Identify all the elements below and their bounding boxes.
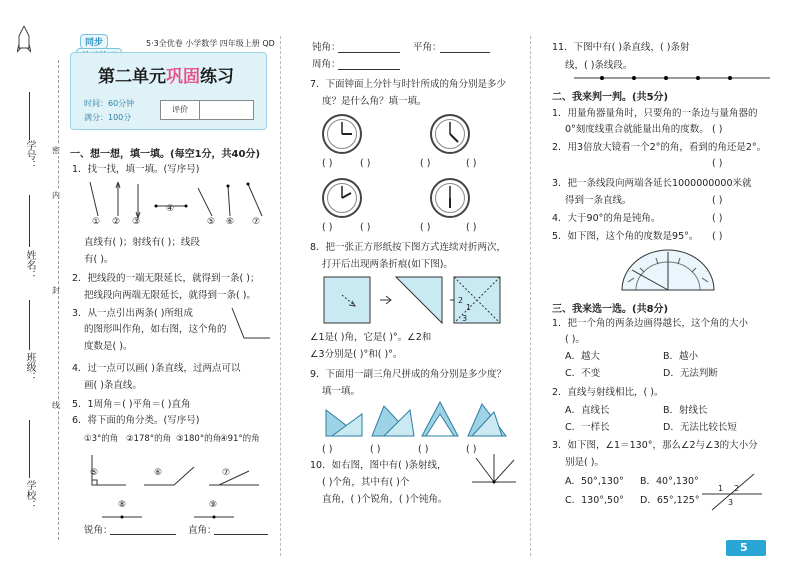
q3-angle-label: 2 xyxy=(734,484,740,493)
label-xuehao: 学号： xyxy=(24,140,35,170)
q9-answer[interactable]: ( ) xyxy=(418,444,429,455)
question-10a[interactable]: 10．如右图，图中有( )条射线， xyxy=(310,460,447,471)
question-8c[interactable]: ∠1是( )角，它是( )°。∠2和 xyxy=(310,332,432,343)
seal-char: 内 xyxy=(52,191,60,200)
choice-1-option-d[interactable]: D．无法判断 xyxy=(663,368,718,379)
clock-4-answer[interactable]: ( ) xyxy=(420,222,431,233)
q1-answer[interactable]: 直线有( )；射线有( )；线段 xyxy=(84,237,200,248)
judge-3b: 得到一条直线。 xyxy=(565,195,632,206)
section-3-heading: 三、我来选一选。(共8分) xyxy=(552,304,669,315)
choice-1-option-c[interactable]: C．不变 xyxy=(565,368,601,379)
q1-label: ⑥ xyxy=(226,217,235,227)
choice-3b[interactable]: 别是( )。 xyxy=(565,457,604,468)
eval-box[interactable] xyxy=(160,100,254,120)
question-3b: 的图形叫作角，如右图，这个角的 xyxy=(84,324,227,335)
question-9b: 填一填。 xyxy=(322,386,361,397)
label-xuexiao: 学校： xyxy=(24,480,35,510)
score-label: 满分：100分 xyxy=(84,113,132,122)
section-1-heading: 一、想一想，填一填。(每空1分，共40分) xyxy=(70,149,261,160)
q1-figures xyxy=(78,182,268,224)
time-label: 时间：60分钟 xyxy=(84,99,135,108)
q6-obtuse[interactable]: 钝角： xyxy=(312,42,341,53)
q9-answer[interactable]: ( ) xyxy=(370,444,381,455)
q1-label: ③ xyxy=(132,217,141,227)
judge-3a: 3．把一条线段向两端各延长1000000000米就 xyxy=(552,178,752,189)
judge-2: 2．用3倍放大镜看一个2°的角，看到的角还是2°。 xyxy=(552,142,767,153)
field-xuehao[interactable] xyxy=(29,92,30,140)
q6-right-blank[interactable] xyxy=(214,534,268,535)
question-6: 6．将下面的角分类。(写序号) xyxy=(72,415,200,426)
choice-2-option-a[interactable]: A．直线长 xyxy=(565,405,610,416)
question-11a[interactable]: 11．下图中有( )条直线，( )条射 xyxy=(552,42,690,53)
choice-1a: 1．把一个角的两条边画得越长，这个角的大小 xyxy=(552,318,749,329)
seal-char: 密 xyxy=(52,146,60,155)
choice-3-option-c[interactable]: C．130°,50° xyxy=(565,495,624,506)
question-3a[interactable]: 3．从一点引出两条( )所组成 xyxy=(72,308,193,319)
question-3c[interactable]: 度数是( )。 xyxy=(84,341,133,352)
q3-angle-label: 3 xyxy=(728,498,734,507)
q6-straight[interactable]: 平角： xyxy=(413,42,442,53)
clock-1-answer-b[interactable]: ( ) xyxy=(360,158,371,169)
judge-5-answer[interactable]: ( ) xyxy=(712,231,723,242)
clock-2-icon xyxy=(430,114,470,154)
q6-label: ⑧ xyxy=(118,500,127,510)
obtuse-blank[interactable] xyxy=(338,52,400,53)
q10-rays-figure xyxy=(470,452,520,492)
choice-1-option-b[interactable]: B．越小 xyxy=(663,351,699,362)
judge-1a: 1．用量角器量角时，只要角的一条边与量角器的 xyxy=(552,108,758,119)
question-1: 1．找一找，填一填。(写序号) xyxy=(72,164,200,175)
clock-2-answer[interactable]: ( ) xyxy=(420,158,431,169)
q8-angle-label: 3 xyxy=(462,314,468,323)
field-banji[interactable] xyxy=(29,300,30,350)
q6-answer-right[interactable]: 直角： xyxy=(188,525,217,536)
choice-2-option-d[interactable]: D．无法比较长短 xyxy=(663,422,737,433)
question-9: 9．下面用一副三角尺拼成的角分别是多少度？ xyxy=(310,369,507,380)
question-8d[interactable]: ∠3分别是( )°和( )°。 xyxy=(310,349,403,360)
q8-angle-label: 1 xyxy=(466,303,472,312)
q6-item: ④91°的角 xyxy=(220,434,260,444)
q1-answer-2[interactable]: 有( )。 xyxy=(84,254,114,265)
judge-3-answer[interactable]: ( ) xyxy=(712,195,723,206)
eval-label: 评价 xyxy=(161,101,200,119)
question-10c[interactable]: 直角，( )个锐角，( )个钝角。 xyxy=(322,494,448,505)
q9-triangle-rulers xyxy=(322,400,508,440)
binding-dashed-line xyxy=(58,60,59,540)
q9-answer[interactable]: ( ) xyxy=(466,444,477,455)
q3-angle-figure xyxy=(228,306,273,342)
round-blank[interactable] xyxy=(338,69,400,70)
question-2a[interactable]: 2．把线段的一端无限延长，就得到一条( )； xyxy=(72,273,260,284)
title-part-b: 巩固 xyxy=(166,67,200,87)
clock-4-answer-b[interactable]: ( ) xyxy=(466,222,477,233)
question-4a[interactable]: 4．过一点可以画( )条直线，过两点可以 xyxy=(72,363,241,374)
clock-3-answer[interactable]: ( ) xyxy=(322,222,333,233)
judge-1b: 0°刻度线重合就能量出角的度数。 xyxy=(565,124,709,135)
question-10b[interactable]: ( )个角，其中有( )个 xyxy=(322,477,410,488)
clock-1-answer[interactable]: ( ) xyxy=(322,158,333,169)
choice-1b[interactable]: ( )。 xyxy=(565,334,585,345)
judge-2-answer[interactable]: ( ) xyxy=(712,158,723,169)
judge-4-answer[interactable]: ( ) xyxy=(712,213,723,224)
question-8a: 8．把一张正方形纸按下图方式连续对折两次， xyxy=(310,242,507,253)
question-8b: 打开后出现两条折痕(如下图)。 xyxy=(322,259,453,270)
label-xingming: 姓名： xyxy=(24,250,35,280)
seal-char: 线 xyxy=(52,401,60,410)
q3-angle-label: 1 xyxy=(718,484,724,493)
column-divider xyxy=(530,36,531,556)
section-2-heading: 二、我来判一判。(共5分) xyxy=(552,92,669,103)
q9-answer[interactable]: ( ) xyxy=(322,444,333,455)
q8-folding-figure xyxy=(322,275,502,327)
title-part-a: 第二单元 xyxy=(98,67,166,87)
page-title xyxy=(98,62,234,87)
question-5[interactable]: 5．1周角＝( )平角＝( )直角 xyxy=(72,399,191,410)
straight-blank[interactable] xyxy=(440,52,490,53)
clock-1-icon xyxy=(322,114,362,154)
label-banji: 班级： xyxy=(24,352,35,382)
q1-label: ⑤ xyxy=(207,217,216,227)
judge-5: 5．如下图，这个角的度数是95°。 xyxy=(552,231,699,242)
q6-acute-blank[interactable] xyxy=(110,534,176,535)
column-divider xyxy=(280,36,281,556)
q6-item: ②178°的角 xyxy=(126,434,172,444)
q1-label: ② xyxy=(112,217,121,227)
choice-2[interactable]: 2．直线与射线相比，( )。 xyxy=(552,387,664,398)
judge-1-answer[interactable]: ( ) xyxy=(712,124,723,135)
protractor-figure xyxy=(620,248,716,292)
choice-2-option-b[interactable]: B．射线长 xyxy=(663,405,708,416)
q6-label: ⑥ xyxy=(154,468,163,478)
badge-line1: 同步 xyxy=(80,34,108,49)
q6-label: ⑦ xyxy=(222,468,231,478)
q1-label: ⑦ xyxy=(252,217,261,227)
seal-char: 封 xyxy=(52,286,60,295)
clock-4-icon xyxy=(430,178,470,218)
q6-item: ③180°的角 xyxy=(176,434,222,444)
question-7a: 7．下面钟面上分针与时针所成的角分别是多少 xyxy=(310,79,507,90)
q6-label: ⑨ xyxy=(209,500,218,510)
choice-2-option-c[interactable]: C．一样长 xyxy=(565,422,610,433)
q1-label: ④ xyxy=(166,204,175,214)
series-label: 5·3全优卷 小学数学 四年级上册 QD xyxy=(146,39,275,48)
q6-round[interactable]: 周角： xyxy=(312,59,341,70)
choice-1-option-a[interactable]: A．越大 xyxy=(565,351,600,362)
q6-item: ①3°的角 xyxy=(84,434,119,444)
q11-line-figure xyxy=(572,72,772,84)
field-xingming[interactable] xyxy=(29,195,30,247)
q6-answer-acute[interactable]: 锐角： xyxy=(84,525,113,536)
choice-3-option-d[interactable]: D．65°,125° xyxy=(640,495,700,506)
judge-4: 4．大于90°的角是钝角。 xyxy=(552,213,661,224)
question-2b[interactable]: 把线段向两端无限延长，就得到一条( )。 xyxy=(84,290,256,301)
q8-angle-label: 2 xyxy=(458,296,464,305)
field-xuexiao[interactable] xyxy=(29,420,30,478)
question-7b: 度？是什么角？填一填。 xyxy=(322,96,427,107)
clock-3-answer-b[interactable]: ( ) xyxy=(360,222,371,233)
q6-label: ⑤ xyxy=(90,468,99,478)
q1-label: ① xyxy=(92,217,101,227)
title-part-c: 练习 xyxy=(200,67,234,87)
choice-3-option-a[interactable]: A．50°,130° xyxy=(565,476,624,487)
question-4b[interactable]: 画( )条直线。 xyxy=(84,380,142,391)
clock-2-answer-b[interactable]: ( ) xyxy=(466,158,477,169)
clock-3-icon xyxy=(322,178,362,218)
question-11b[interactable]: 线，( )条线段。 xyxy=(565,60,633,71)
q6-angle-figures xyxy=(84,455,264,525)
choice-3-option-b[interactable]: B．40°,130° xyxy=(640,476,699,487)
page-number: 5 xyxy=(740,541,748,554)
choice-3a: 3．如下图，∠1＝130°，那么∠2与∠3的大小分 xyxy=(552,440,758,451)
rocket-icon xyxy=(17,26,31,56)
